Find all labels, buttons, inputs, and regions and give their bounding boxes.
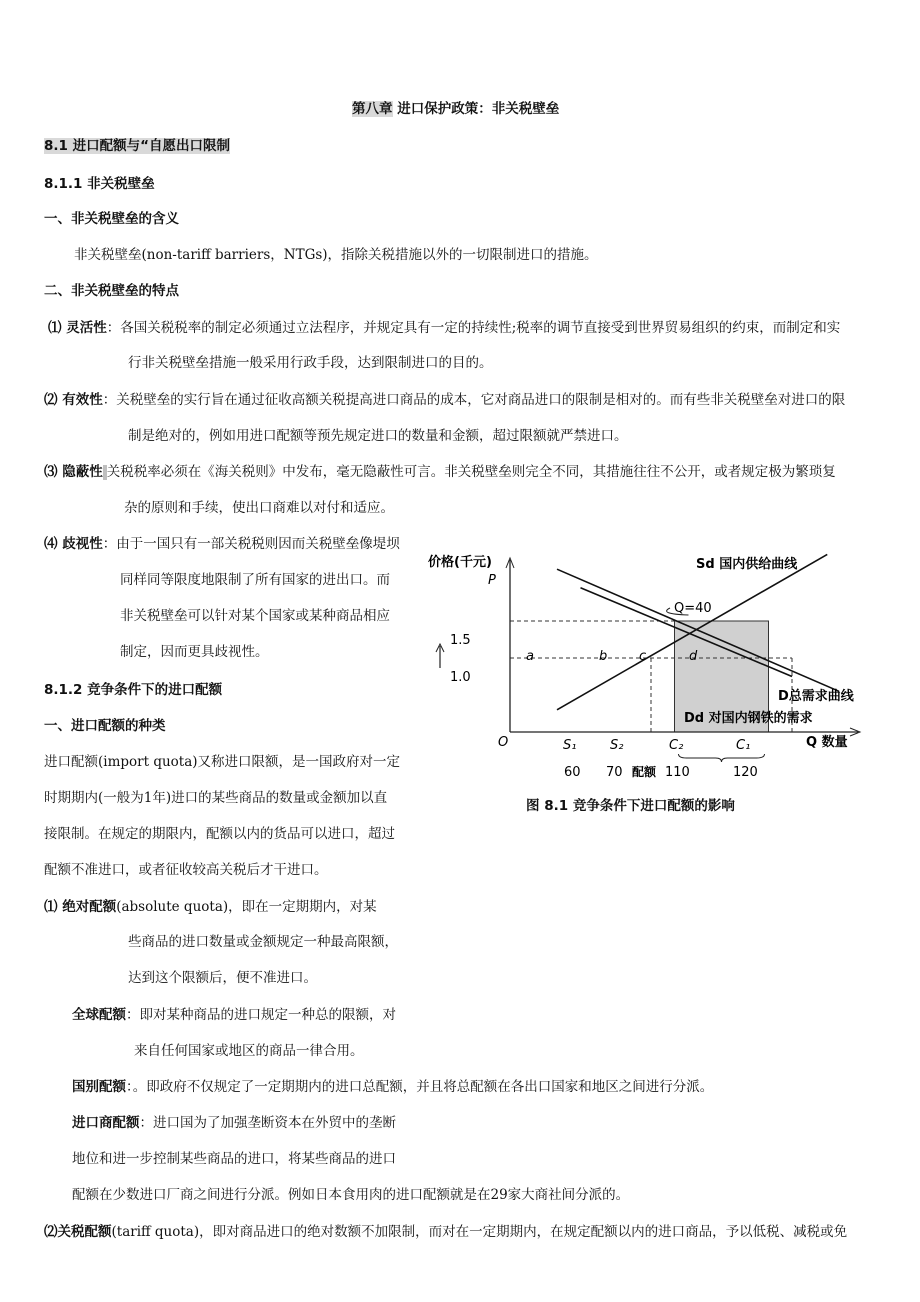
quota-paragraph-line3: 接限制。在规定的期限内，配额以内的货品可以进口，超过 <box>44 826 395 842</box>
section-8-1: 8.1 进口配额与“自愿出口限制 <box>44 138 230 154</box>
y-tick-1-5: 1.5 <box>450 633 471 648</box>
heading-quota-types: 一、进口配额的种类 <box>44 718 166 734</box>
feature-discrimination: ⑷ 歧视性：由于一国只有一部关税税则因而关税壁垒像堤坝 <box>44 536 400 552</box>
import-quota-chart <box>418 540 888 790</box>
absolute-quota-line3: 达到这个限额后，便不准进口。 <box>128 970 317 986</box>
importer-quota-line2: 地位和进一步控制某些商品的进口，将某些商品的进口 <box>72 1151 396 1167</box>
y-axis-label: 价格(千元) <box>428 555 492 570</box>
x-tick-s1: S₁ <box>563 738 577 753</box>
quota-paragraph-line2: 时期期内(一般为1年)进口的某些商品的数量或金额加以直 <box>44 790 388 806</box>
section-8-1-2: 8.1.2 竞争条件下的进口配额 <box>44 682 223 698</box>
label-total-demand: D总需求曲线 <box>778 689 854 704</box>
x-value-60: 60 <box>564 765 581 780</box>
area-d: d <box>689 649 698 664</box>
x-value-70: 70 <box>606 765 623 780</box>
feature-discrimination-line3: 非关税壁垒可以针对某个国家或某种商品相应 <box>120 608 390 624</box>
y-tick-1-0: 1.0 <box>450 670 471 685</box>
importer-quota-line3: 配额在少数进口厂商之间进行分派。例如日本食用肉的进口配额就是在29家大商社间分派的。 <box>72 1187 630 1203</box>
page-title <box>352 97 559 117</box>
figure-caption: 图 8.1 竞争条件下进口配额的影响 <box>526 798 735 814</box>
quota-bracket <box>679 754 765 762</box>
feature-concealment-cont: 杂的原则和手续，使出口商难以对付和适应。 <box>124 500 394 516</box>
area-b: b <box>599 649 608 664</box>
origin-label: O <box>498 735 509 750</box>
x-value-110: 110 <box>665 765 690 780</box>
feature-discrimination-line2: 同样同等限度地限制了所有国家的进出口。而 <box>120 572 390 588</box>
chapter-title: 进口保护政策：非关税壁垒 <box>392 101 560 117</box>
chart-labels <box>428 554 855 780</box>
feature-discrimination-line4: 制定，因而更具歧视性。 <box>120 644 269 660</box>
importer-quota: 进口商配额：进口国为了加强垄断资本在外贸中的垄断 <box>72 1115 396 1131</box>
x-tick-s2: S₂ <box>610 738 624 753</box>
heading-features: 二、非关税壁垒的特点 <box>44 283 179 299</box>
area-a: a <box>526 649 534 664</box>
feature-concealment: ⑶ 隐蔽性 关税税率必须在《海关税则》中发布，毫无隐蔽性可言。非关税壁垒则完全不同，其措施往往不公开，或者规定极为繁琐复 <box>44 464 836 480</box>
label-supply-curve: Sd 国内供给曲线 <box>696 557 798 572</box>
global-quota: 全球配额：即对某种商品的进口规定一种总的限额，对 <box>72 1007 396 1023</box>
tariff-quota: ⑵关税配额(tariff quota)，即对商品进口的绝对数额不加限制，而对在一定期期内，在规定配额以内的进口商品，予以低税、减税或免 <box>44 1224 848 1240</box>
chapter-number: 第八章 <box>352 101 393 117</box>
quota-bracket-label: 配额 <box>632 765 657 779</box>
feature-effectiveness-cont: 制是绝对的，例如用进口配额等预先规定进口的数量和金额，超过限额就严禁进口。 <box>128 428 628 444</box>
feature-flexibility-cont: 行非关税壁垒措施一般采用行政手段，达到限制进口的目的。 <box>128 355 493 371</box>
x-tick-c2: C₂ <box>669 738 684 753</box>
absolute-quota-line2: 些商品的进口数量或金额规定一种最高限额， <box>128 934 398 950</box>
quota-paragraph-line4: 配额不准进口，或者征收较高关税后才干进口。 <box>44 862 328 878</box>
section-8-1-1: 8.1.1 非关税壁垒 <box>44 176 155 192</box>
global-quota-line2: 来自任何国家或地区的商品一律合用。 <box>134 1043 364 1059</box>
absolute-quota: ⑴ 绝对配额(absolute quota)，即在一定期期内，对某 <box>44 899 377 915</box>
feature-effectiveness: ⑵ 有效性：关税壁垒的实行旨在通过征收高额关税提高进口商品的成本，它对商品进口的限制是相对的。而有些非关税壁垒对进口的限 <box>44 392 846 408</box>
label-quota-q40: Q=40 <box>674 601 712 616</box>
x-value-120: 120 <box>733 765 758 780</box>
paragraph-definition: 非关税壁垒(non-tariff barriers，NTGs)，指除关税措施以外的一切限制进口的措施。 <box>74 247 598 263</box>
area-c: c <box>639 649 647 664</box>
country-quota: 国别配额：。即政府不仅规定了一定期期内的进口总配额，并且将总配额在各出口国家和地区之间进行分派。 <box>72 1079 714 1095</box>
x-axis-label: Q 数量 <box>806 735 848 750</box>
feature-flexibility: ⑴ 灵活性：各国关税税率的制定必须通过立法程序，并规定具有一定的持续性;税率的调节直接受到世界贸易组织的约束，而制定和实 <box>48 320 841 336</box>
label-domestic-demand: Dd 对国内钢铁的需求 <box>684 711 813 726</box>
quota-paragraph-line1: 进口配额(import quota)又称进口限额，是一国政府对一定 <box>44 754 401 770</box>
chart-axes <box>436 558 860 736</box>
y-axis-symbol: P <box>488 573 496 588</box>
x-tick-c1: C₁ <box>736 738 751 753</box>
heading-meaning: 一、非关税壁垒的含义 <box>44 211 179 227</box>
